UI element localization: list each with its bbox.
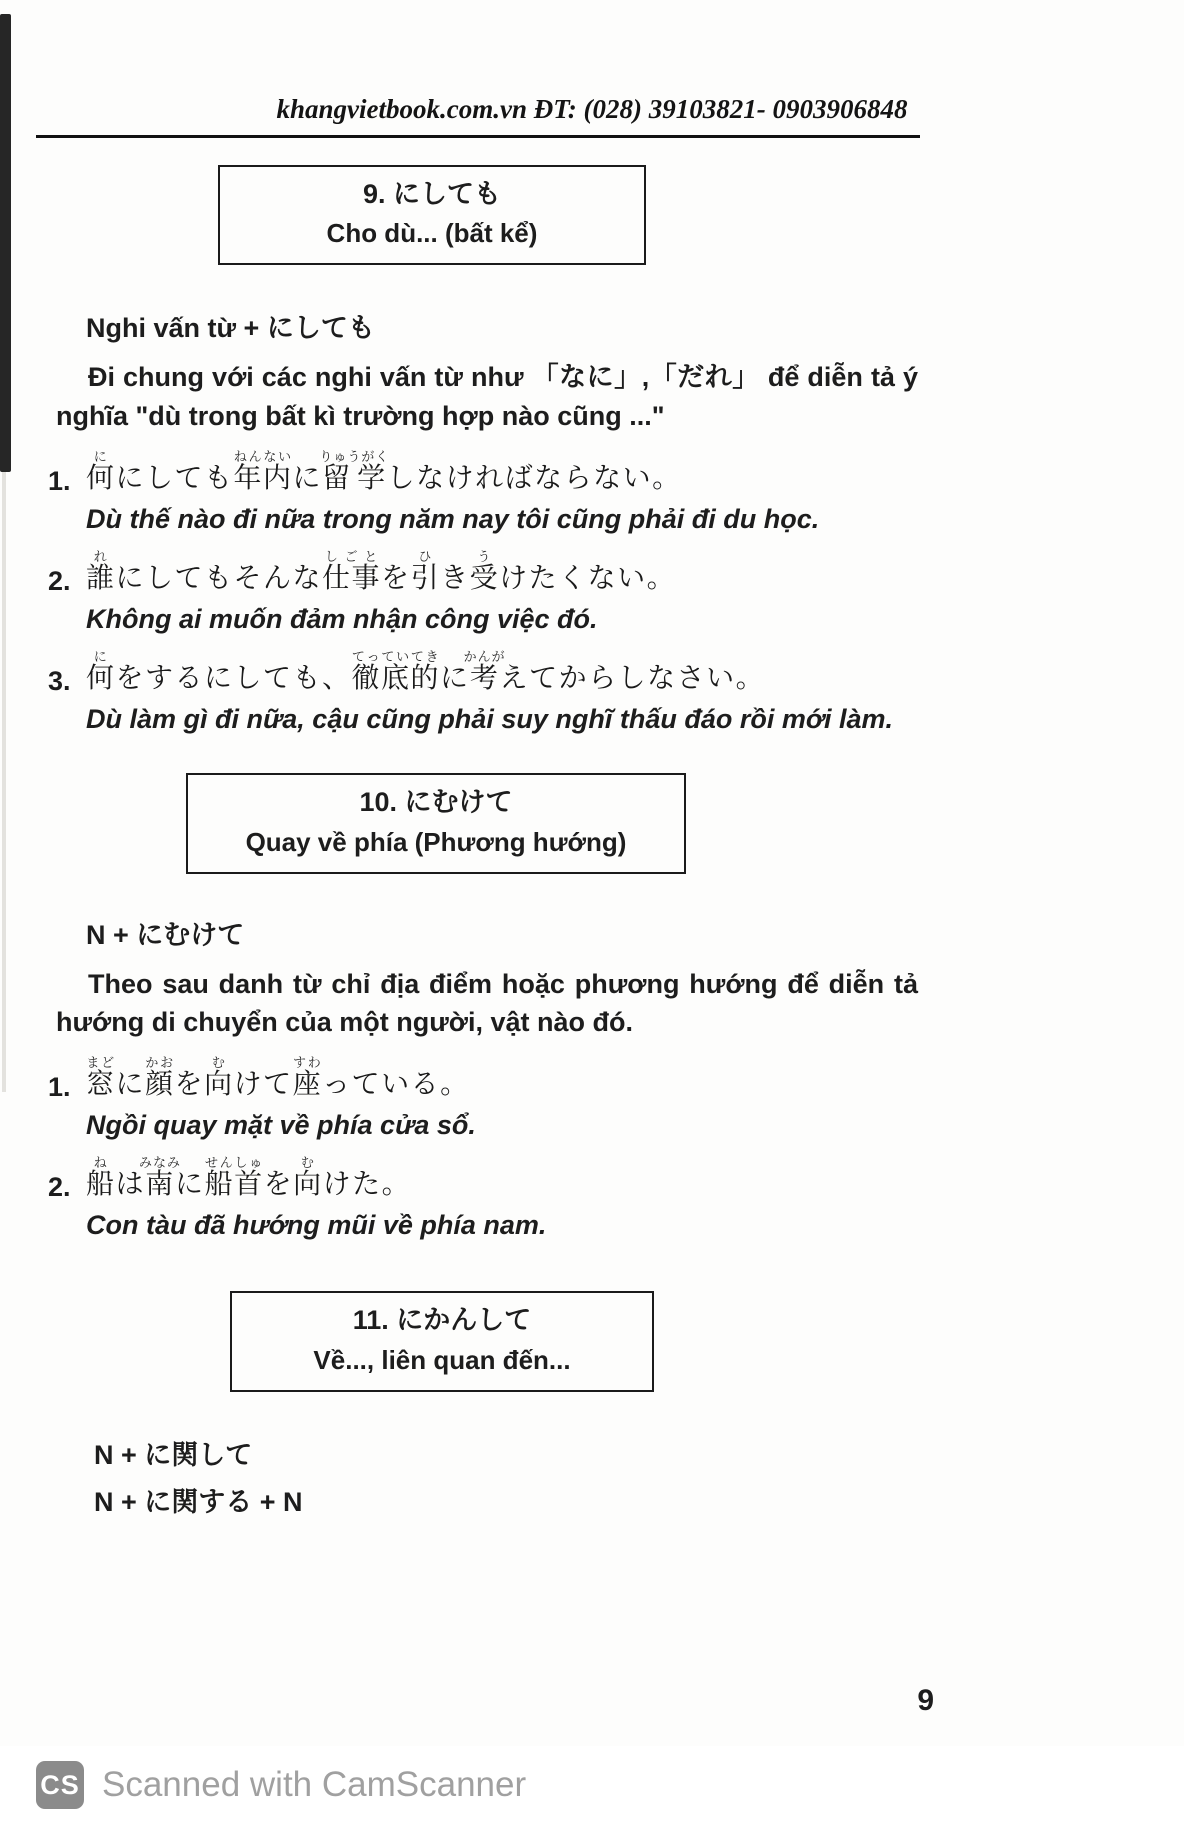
example-item xyxy=(48,1155,1064,1243)
example-translation: Dù làm gì đi nữa, cậu cũng phải suy nghĩ thấu đáo rồi mới làm. xyxy=(86,704,893,735)
section-10-title-vi: Quay về phía (Phương hướng) xyxy=(245,826,627,857)
example-japanese: 窓まどに顔かおを向むけて座すわっている。 xyxy=(86,1055,470,1101)
section-10-title-jp: 10. にむけて xyxy=(359,787,513,818)
example-number: 3. xyxy=(48,666,71,697)
scan-edge-artifact-faint xyxy=(2,472,6,1092)
grammar-pattern: N + に関して xyxy=(94,1439,253,1470)
example-number: 2. xyxy=(48,566,71,597)
header-divider xyxy=(36,135,920,138)
section-11-title-jp: 11. にかんして xyxy=(352,1305,532,1336)
example-item xyxy=(48,649,1064,737)
example-number: 2. xyxy=(48,1172,71,1203)
example-translation: Dù thế nào đi nữa trong năm nay tôi cũng phải đi du học. xyxy=(86,503,820,534)
example-translation: Ngồi quay mặt về phía cửa sổ. xyxy=(86,1110,476,1141)
example-item xyxy=(48,1055,1064,1143)
example-japanese: 船ねは南みなみに船首せんしゅを向むけた。 xyxy=(86,1155,412,1201)
section-11-title-box xyxy=(230,1291,654,1391)
camscanner-footer xyxy=(0,1746,1184,1824)
page-header: khangvietbook.com.vn ĐT: (028) 39103821- 0903906848 xyxy=(276,94,908,124)
example-number: 1. xyxy=(48,465,71,496)
example-japanese: 誰れにしてもそんな仕事しごとを引ひき受うけたくない。 xyxy=(86,549,677,595)
section-9-title-vi: Cho dù... (bất kể) xyxy=(326,218,538,249)
page-number: 9 xyxy=(917,1684,934,1717)
example-japanese: 何ににしても年内ねんないに留学りゅうがくしなければならない。 xyxy=(86,448,682,494)
grammar-description: Đi chung với các nghi vấn từ như 「なに」,「だれ」 để diễn tả ý nghĩa "dù trong bất kì trường hợp nào cũng ..." xyxy=(56,362,918,431)
example-item xyxy=(48,449,1064,537)
grammar-pattern: N + にむけて xyxy=(86,919,245,950)
camscanner-logo-icon: CS xyxy=(36,1761,84,1809)
section-9-title-box xyxy=(218,165,646,265)
section-11-title-vi: Về..., liên quan đến... xyxy=(313,1344,571,1375)
section-11-content xyxy=(0,1438,1184,1520)
section-10-title-box xyxy=(186,773,686,873)
section-10-content xyxy=(0,918,1184,1244)
example-japanese: 何にをするにしても、徹底的てっていてきに考かんがえてからしなさい。 xyxy=(86,649,766,695)
example-number: 1. xyxy=(48,1072,71,1103)
grammar-pattern: N + に関する + N xyxy=(94,1486,303,1517)
example-translation: Con tàu đã hướng mũi về phía nam. xyxy=(86,1210,547,1241)
camscanner-watermark-text: Scanned with CamScanner xyxy=(102,1765,527,1804)
section-9-title-jp: 9. にしても xyxy=(362,179,502,209)
example-translation: Không ai muốn đảm nhận công việc đó. xyxy=(86,604,598,635)
example-item xyxy=(48,549,1064,637)
grammar-pattern: Nghi vấn từ + にしても xyxy=(86,313,375,344)
scan-edge-artifact xyxy=(0,14,11,472)
grammar-description: Theo sau danh từ chỉ địa điểm hoặc phương hướng để diễn tả hướng di chuyển của một người, vật nào đó. xyxy=(56,968,918,1037)
section-9-content xyxy=(0,311,1184,737)
